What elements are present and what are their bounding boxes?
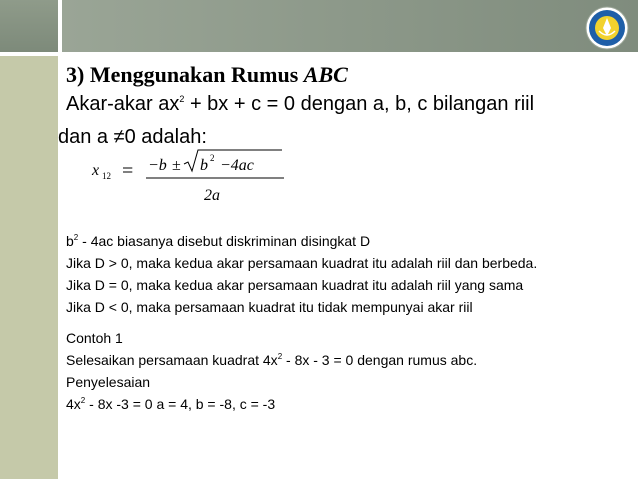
discriminant-definition: $b^2 - 4ac$ biasanya disebut diskriminan disingkat D	[66, 233, 371, 249]
intro-line-2: dan a ≠0 adalah:	[58, 126, 207, 148]
institution-logo-icon	[585, 6, 629, 50]
header-band	[62, 0, 638, 52]
svg-text:x: x	[92, 162, 100, 179]
case-d-negative: Jika D < 0, maka persamaan kuadrat itu tidak mempunyai akar riil	[66, 299, 473, 315]
svg-text:−4ac: −4ac	[220, 157, 254, 174]
left-stripe	[0, 56, 58, 479]
solution-label: Penyelesaian	[66, 374, 151, 390]
solution-step: $4x^2 - 8x$ -3 = 0 a = 4, b = -8, c = -3	[66, 396, 276, 412]
example-title: Contoh 1	[66, 330, 123, 346]
intro-line-1: Akar-akar $ax^2$ + bx + c = 0 dengan a, b, c bilangan riil	[66, 93, 535, 115]
quadratic-formula	[90, 148, 300, 208]
slide-title: 3) Menggunakan Rumus ABC	[66, 62, 348, 87]
svg-text:−b: −b	[148, 157, 167, 174]
svg-text:12: 12	[102, 171, 111, 181]
header-band-left	[0, 0, 58, 52]
example-question: Selesaikan persamaan kuadrat $4x^2 - 8x - 3 = 0$ dengan rumus abc.	[66, 352, 478, 368]
case-d-zero: Jika D = 0, maka kedua akar persamaan kuadrat itu adalah riil yang sama	[66, 277, 524, 293]
case-d-positive: Jika D > 0, maka kedua akar persamaan kuadrat itu adalah riil dan berbeda.	[66, 255, 538, 271]
svg-text:=: =	[122, 160, 134, 182]
svg-text:±: ±	[172, 157, 181, 174]
svg-text:b: b	[200, 157, 208, 174]
svg-text:2a: 2a	[204, 187, 220, 204]
svg-text:2: 2	[210, 153, 215, 163]
